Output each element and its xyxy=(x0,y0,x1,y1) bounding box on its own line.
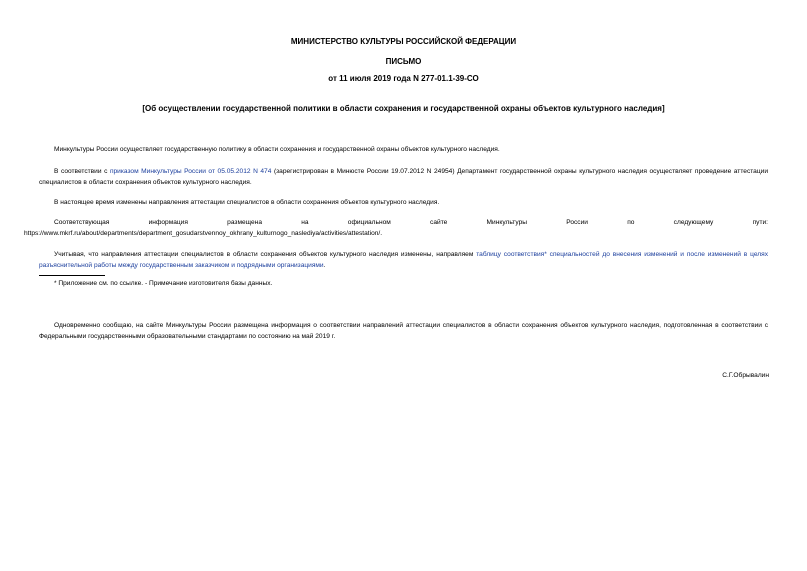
paragraph-2-text-before: В соответствии с xyxy=(54,168,110,175)
paragraph-4-line-1: Соответствующая информация размещена на официальном сайте Минкультуры России по следующему пути: xyxy=(54,219,768,226)
footnote-divider xyxy=(39,275,105,276)
paragraph-2-text-after: (зарегистрирован в Минюсте России 19.07.2012 N 24954) Департамент государственной охраны культурного наследия осуществляет проведение аттестации специалистов в области сохранения объектов культурного наследия. xyxy=(39,168,768,186)
paragraph-5-text-after: . xyxy=(323,262,326,269)
document-date-number: от 11 июля 2019 года N 277-01.1-39-СО xyxy=(328,74,479,83)
document-subject: [Об осуществлении государственной политики в области сохранения и государственной охраны объектов культурного наследия] xyxy=(142,104,665,113)
footnote: * Приложение см. по ссылке. - Примечание изготовителя базы данных. xyxy=(54,280,273,287)
correspondence-table-link[interactable]: таблицу соответствия* специальностей до внесения изменений и после изменений в целях разъяснительной работы между государственным заказчиком и подрядными организациями xyxy=(39,251,769,269)
paragraph-1: Минкультуры России осуществляет государственную политику в области сохранения и государственной охраны объектов культурного наследия. xyxy=(54,146,500,153)
paragraph-7: Одновременно сообщаю, на сайте Минкультуры России размещена информация о соответствии направлений аттестации специалистов в области сохранения объектов культурного наследия, подготовленная в соответствии с Федеральными государственными образовательными стандартами по состоянию на май 2019 г. xyxy=(39,322,768,340)
attestation-url: https://www.mkrf.ru/about/departments/department_gosudarstvennoy_okhrany_kulturnogo_naslediya/activities/attestation/. xyxy=(24,230,383,237)
signature: С.Г.Обрывалин xyxy=(722,372,769,379)
paragraph-4 xyxy=(24,217,768,239)
order-474-link[interactable]: приказом Минкультуры России от 05.05.2012 N 474 xyxy=(109,168,272,175)
paragraph-2 xyxy=(39,166,768,188)
paragraph-5-text-before: Учитывая, что направления аттестации специалистов в области сохранения объектов культурного наследия изменены, направляем xyxy=(54,251,477,258)
paragraph-3: В настоящее время изменены направления аттестации специалистов в области сохранения объектов культурного наследия. xyxy=(54,199,440,206)
ministry-heading: МИНИСТЕРСТВО КУЛЬТУРЫ РОССИЙСКОЙ ФЕДЕРАЦИИ xyxy=(290,37,517,46)
paragraph-5 xyxy=(39,249,768,271)
document-type: ПИСЬМО xyxy=(385,57,422,66)
